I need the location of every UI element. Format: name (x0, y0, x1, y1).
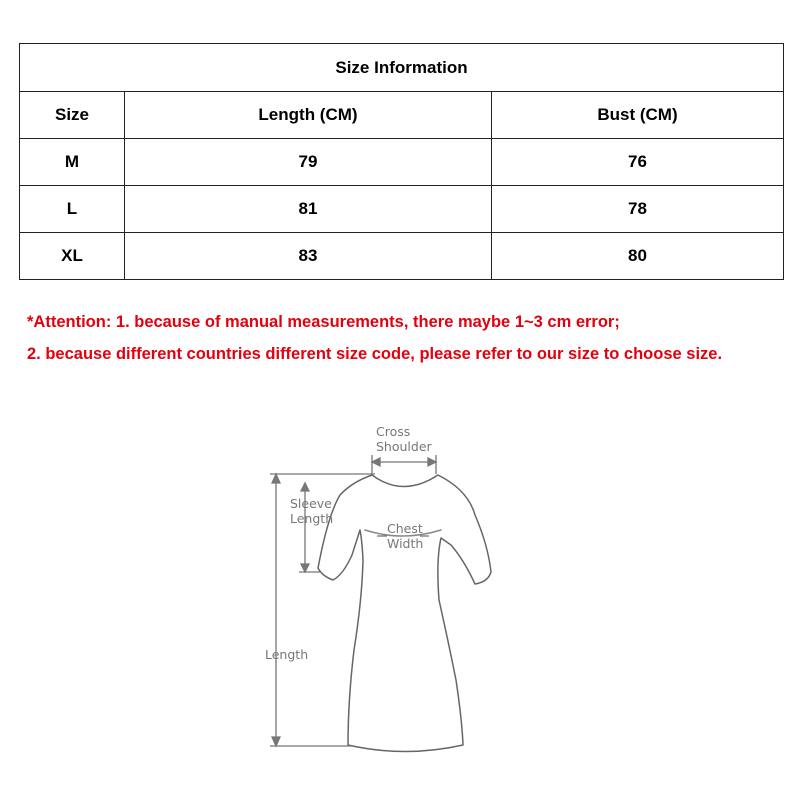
bust-cell: 80 (492, 233, 784, 280)
attention-note-1: *Attention: 1. because of manual measurements, there maybe 1~3 cm error; (27, 313, 620, 331)
header-bust: Bust (CM) (492, 92, 784, 139)
chest-width-label-1: Chest (387, 521, 423, 536)
length-cell: 79 (125, 139, 492, 186)
length-cell: 81 (125, 186, 492, 233)
header-size: Size (20, 92, 125, 139)
size-cell: L (20, 186, 125, 233)
cross-shoulder-label-1: Cross (376, 424, 411, 439)
bust-cell: 76 (492, 139, 784, 186)
dress-outline (318, 475, 491, 752)
size-cell: XL (20, 233, 125, 280)
size-cell: M (20, 139, 125, 186)
header-length: Length (CM) (125, 92, 492, 139)
cross-shoulder-label-2: Shoulder (376, 439, 432, 454)
sleeve-length-label-1: Sleeve (290, 496, 332, 511)
attention-note-2: 2. because different countries different size code, please refer to our size to choose size. (27, 345, 723, 363)
bust-cell: 78 (492, 186, 784, 233)
length-label: Length (265, 647, 309, 662)
table-title: Size Information (20, 44, 784, 92)
length-cell: 83 (125, 233, 492, 280)
sleeve-length-label-2: Length (290, 511, 334, 526)
chest-width-label-2: Width (387, 536, 424, 551)
